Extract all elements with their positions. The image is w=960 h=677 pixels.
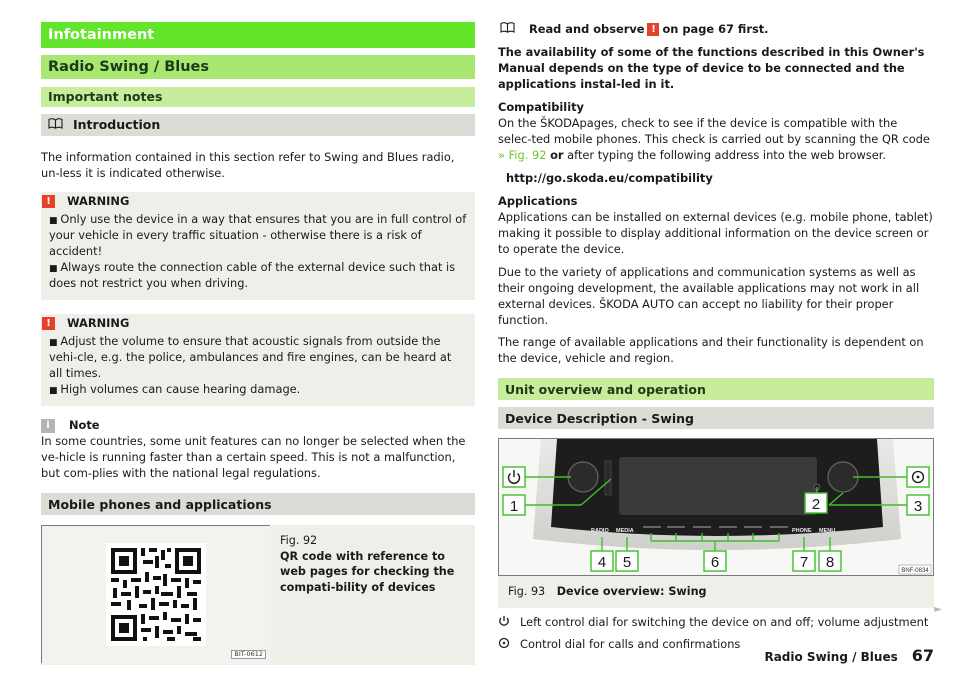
info-icon: i [41, 419, 55, 433]
svg-text:7: 7 [799, 554, 809, 572]
book-icon [48, 116, 63, 134]
figure-title: Device overview: Swing [556, 585, 707, 599]
apps-heading: Applications [498, 193, 578, 208]
page-footer [764, 645, 934, 667]
read-suffix: on page 67 first. [662, 22, 769, 36]
image-code: BIT-0612 [231, 650, 266, 660]
warning-item: ■ Adjust the volume to ensure that acoustic signals from outside the vehi-cle, e.g. the police, ambulances and fire engines, can be heard at all times. [49, 334, 467, 382]
figure-number: Fig. 93 [508, 585, 546, 599]
warning-item: ■ Only use the device in a way that ensures that you are in full control of your vehicle in every traffic situation - otherwise there is a risk of accident! [49, 212, 467, 260]
subsection-heading: Important notes [41, 87, 475, 107]
book-icon [500, 22, 515, 38]
warning-box-1 [41, 192, 475, 300]
svg-text:MEDIA: MEDIA [616, 528, 634, 535]
figure-caption [270, 525, 475, 665]
note-title: Note [69, 417, 100, 432]
svg-text:MENU: MENU [819, 528, 836, 535]
intro-heading [41, 114, 475, 136]
qr-code-image [41, 525, 270, 663]
warning-title: WARNING [67, 315, 130, 330]
chapter-heading: Radio Swing / Blues [41, 55, 475, 79]
apps-text-2: Due to the variety of applications and communication systems as well as their ongoing development, the available applications may not work in all external devices. ŠKODA AUTO can accept no liability for their proper function. [498, 264, 920, 327]
warning-item: ■ High volumes can cause hearing damage. [49, 382, 467, 398]
power-icon [498, 615, 520, 632]
svg-text:8: 8 [825, 554, 835, 572]
legend-row [498, 615, 934, 632]
apps-text-3: The range of available applications and their functionality is dependent on the device, vehicle and region. [498, 335, 924, 366]
left-dial-icon [568, 462, 598, 492]
note-header [41, 418, 475, 434]
warning-item: ■ Always route the connection cable of the external device such that is does not restrict you when driving. [49, 260, 467, 292]
warning-header [42, 316, 467, 332]
compat-text [498, 116, 934, 164]
section-heading: Infotainment [41, 22, 475, 48]
continue-arrow-icon: ► [934, 604, 942, 615]
svg-text:4: 4 [597, 554, 607, 572]
svg-text:2: 2 [811, 496, 821, 514]
svg-text:BNF-0834: BNF-0834 [901, 568, 929, 575]
compat-heading: Compatibility [498, 99, 584, 114]
device-heading: Device Description - Swing [498, 407, 934, 429]
figure-title: QR code with reference to web pages for checking the compati-bility of devices [280, 549, 455, 594]
figure-92 [41, 525, 475, 665]
qr-code-icon [42, 526, 271, 664]
compat-or: or [550, 147, 564, 162]
warning-header [42, 194, 467, 210]
warning-title: WARNING [67, 193, 130, 208]
page-number: 67 [911, 646, 934, 665]
svg-text:5: 5 [622, 554, 632, 572]
svg-text:6: 6 [710, 554, 720, 572]
legend-text: Control dial for calls and confirmations [520, 637, 741, 652]
figure-caption [498, 576, 934, 608]
compat-tail: after typing the following address into the web browser. [567, 147, 886, 162]
right-column [498, 22, 934, 654]
figure-93 [498, 438, 934, 608]
confirm-dial-icon [498, 637, 520, 654]
svg-text:1: 1 [509, 498, 519, 516]
svg-text:PHONE: PHONE [792, 528, 812, 535]
read-prefix: Read and observe [529, 22, 645, 36]
availability-text: The availability of some of the functions described in this Owner's Manual depends on the type of device to be connected and the applications instal-led in it. [498, 44, 925, 91]
note-text: In some countries, some unit features can no longer be selected when the ve-hicle is running faster than a certain speed. This is not a malfunction, but com-plies with the national legal regulations. [41, 433, 466, 480]
apps-text-1: Applications can be installed on external devices (e.g. mobile phone, tablet) making it possible to display additional information on the device screen or to operate the device. [498, 209, 933, 256]
compat-url[interactable]: http://go.skoda.eu/compatibility [506, 170, 713, 185]
warning-icon: ! [647, 23, 659, 36]
device-diagram [498, 438, 934, 576]
figure-number: Fig. 92 [280, 534, 318, 548]
figure-link[interactable]: » Fig. 92 [498, 147, 547, 162]
warning-icon: ! [42, 195, 55, 208]
svg-text:RADIO: RADIO [591, 528, 609, 535]
running-title: Radio Swing / Blues [764, 650, 898, 664]
warning-box-2 [41, 314, 475, 406]
intro-text: The information contained in this section refer to Swing and Blues radio, un-less it is indicated otherwise. [41, 150, 455, 180]
read-observe-line [498, 22, 934, 38]
unit-heading: Unit overview and operation [498, 378, 934, 400]
left-column [41, 22, 475, 665]
warning-icon: ! [42, 317, 55, 330]
mobile-heading: Mobile phones and applications [41, 493, 475, 515]
intro-heading-label: Introduction [73, 117, 161, 133]
legend-text: Left control dial for switching the device on and off; volume adjustment [520, 615, 929, 630]
compat-body: On the ŠKODApages, check to see if the device is compatible with the selec-ted mobile phones. This check is carried out by scanning the QR code [498, 115, 930, 146]
svg-text:3: 3 [913, 498, 923, 516]
